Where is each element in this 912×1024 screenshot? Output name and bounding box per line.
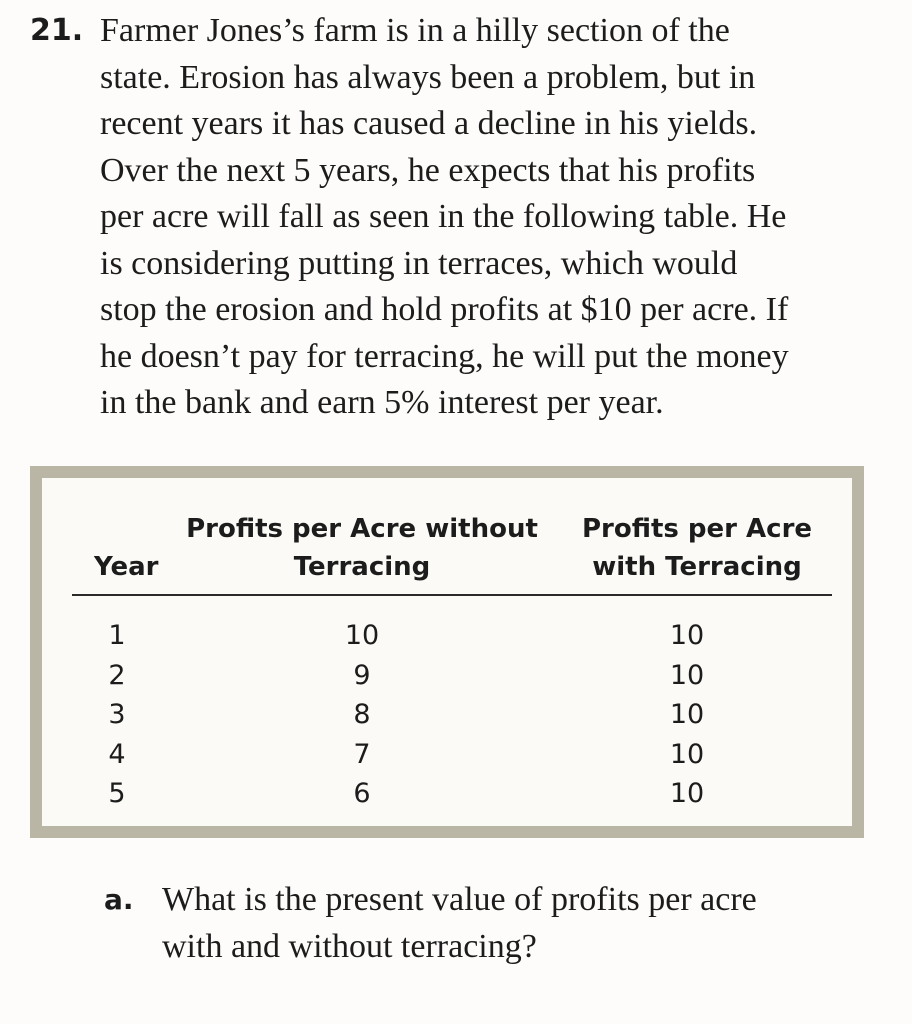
cell-with-terracing: 10 [669, 699, 705, 730]
cell-with-terracing: 10 [669, 659, 705, 691]
column-header-without-terracing: Profits per Acre without Terracing [186, 514, 538, 582]
problem-line: Farmer Jones’s farm is in a hilly section of the [100, 12, 730, 49]
problem-line: recent years it has caused a decline in his yields. [100, 105, 758, 142]
cell-without-terracing: 9 [353, 659, 371, 691]
cell-year: 5 [108, 778, 126, 809]
cell-year: 1 [108, 620, 126, 651]
table-row [42, 656, 852, 696]
table-body [42, 616, 852, 814]
cell-with-terracing: 10 [669, 738, 705, 770]
cell-year: 3 [108, 699, 126, 730]
problem-line: in the bank and earn 5% interest per year. [100, 384, 664, 421]
table-row [42, 616, 852, 656]
problem-statement [100, 8, 870, 427]
cell-with-terracing: 10 [669, 620, 705, 651]
question-line: with and without terracing? [162, 928, 537, 965]
problem-line: Over the next 5 years, he expects that his profits [100, 151, 756, 189]
cell-without-terracing: 7 [353, 738, 371, 770]
cell-without-terracing: 10 [344, 620, 380, 651]
header-divider [72, 594, 832, 596]
cell-year: 4 [108, 738, 126, 770]
problem-line: stop the erosion and hold profits at $10 per acre. If [100, 291, 789, 328]
profit-table-frame [30, 466, 864, 838]
problem-line: is considering putting in terraces, which would [100, 244, 738, 282]
profit-table [42, 478, 852, 826]
problem-line: per acre will fall as seen in the following table. He [100, 198, 787, 235]
cell-with-terracing: 10 [669, 778, 705, 809]
problem-line: he doesn’t pay for terracing, he will put the money [100, 337, 789, 375]
cell-without-terracing: 6 [353, 778, 371, 809]
column-header-year: Year [94, 552, 159, 582]
cell-year: 2 [108, 659, 126, 691]
table-row [42, 695, 852, 735]
problem-line: state. Erosion has always been a problem, but in [100, 58, 756, 96]
table-row [42, 774, 852, 814]
question-text [162, 876, 882, 970]
column-header-with-terracing: Profits per Acre with Terracing [581, 514, 813, 582]
question-letter: a. [104, 883, 134, 916]
cell-without-terracing: 8 [353, 699, 371, 730]
problem-number: 21. [30, 13, 84, 48]
table-row [42, 735, 852, 775]
question-line: What is the present value of profits per acre [162, 881, 757, 918]
